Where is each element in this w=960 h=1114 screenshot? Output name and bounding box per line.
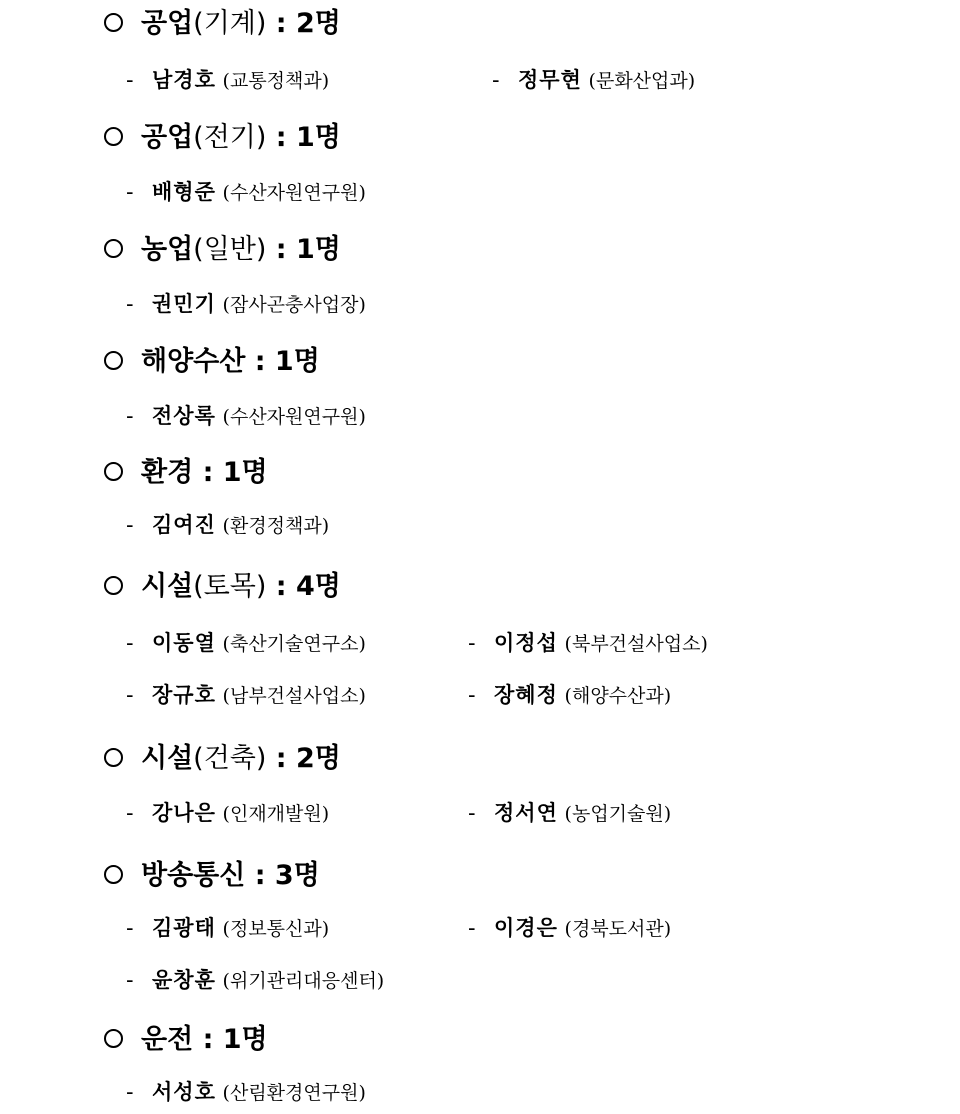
section-subtitle: (전기)	[193, 122, 267, 153]
person-dept: (수산자원연구원)	[222, 182, 366, 204]
circle-bullet-icon	[104, 239, 123, 258]
section-count: : 1명	[266, 234, 341, 265]
person-entry	[468, 623, 708, 663]
person-name: 윤창훈	[152, 967, 216, 992]
person-dept: (북부건설사업소)	[564, 633, 708, 655]
section-heading	[104, 120, 924, 156]
dash: -	[126, 801, 134, 825]
circle-bullet-icon	[104, 748, 123, 767]
dash: -	[126, 292, 134, 316]
person-entry	[126, 960, 384, 1000]
person-name: 남경호	[152, 67, 216, 92]
section-subtitle: (기계)	[193, 8, 267, 39]
person-dept: (산림환경연구원)	[222, 1082, 366, 1104]
section-industry-electric	[104, 120, 924, 212]
section-title: 운전	[141, 1024, 194, 1055]
dash: -	[126, 513, 134, 537]
section-broadcast-comm	[104, 858, 924, 1000]
section-agriculture	[104, 232, 924, 324]
person-name: 서성호	[152, 1079, 216, 1104]
person-name: 정서연	[494, 800, 558, 825]
section-heading	[104, 858, 924, 894]
section-subtitle: (일반)	[193, 234, 267, 265]
section-subtitle: (토목)	[193, 571, 267, 602]
section-heading	[104, 232, 924, 268]
section-title: 공업	[141, 122, 194, 153]
person-entry	[468, 793, 671, 833]
section-title: 해양수산	[141, 346, 246, 377]
dash: -	[126, 404, 134, 428]
dash: -	[468, 631, 476, 655]
person-dept: (교통정책과)	[222, 70, 330, 92]
dash: -	[126, 68, 134, 92]
section-count: : 1명	[193, 457, 268, 488]
section-count: : 2명	[266, 743, 341, 774]
person-entry	[126, 505, 329, 545]
dash: -	[468, 683, 476, 707]
dash: -	[126, 180, 134, 204]
person-row	[104, 172, 924, 212]
section-industry-machinery	[104, 6, 924, 100]
person-row	[104, 960, 924, 1000]
person-name: 배형준	[152, 179, 216, 204]
section-title: 시설	[141, 571, 194, 602]
person-dept: (수산자원연구원)	[222, 406, 366, 428]
dash: -	[126, 683, 134, 707]
section-count: : 2명	[266, 8, 341, 39]
section-title: 환경	[141, 457, 194, 488]
person-entry	[126, 675, 366, 715]
person-dept: (정보통신과)	[222, 918, 330, 940]
section-heading	[104, 6, 924, 42]
person-row	[104, 675, 924, 715]
person-dept: (해양수산과)	[564, 685, 672, 707]
person-entry	[126, 396, 366, 436]
person-dept: (인재개발원)	[222, 803, 330, 825]
person-name: 이동열	[152, 630, 216, 655]
section-heading	[104, 569, 924, 605]
person-name: 김광태	[152, 915, 216, 940]
person-row	[104, 1072, 924, 1112]
section-count: : 1명	[266, 122, 341, 153]
person-entry	[126, 908, 329, 948]
circle-bullet-icon	[104, 351, 123, 370]
section-environment	[104, 455, 924, 545]
section-marine-fisheries	[104, 344, 924, 436]
circle-bullet-icon	[104, 127, 123, 146]
person-entry	[492, 60, 695, 100]
person-name: 김여진	[152, 512, 216, 537]
circle-bullet-icon	[104, 865, 123, 884]
person-dept: (경북도서관)	[564, 918, 672, 940]
person-dept: (환경정책과)	[222, 515, 330, 537]
person-dept: (남부건설사업소)	[222, 685, 366, 707]
person-name: 장혜정	[494, 682, 558, 707]
section-facility-architecture	[104, 741, 924, 833]
person-dept: (잠사곤충사업장)	[222, 294, 366, 316]
dash: -	[468, 916, 476, 940]
person-entry	[126, 1072, 366, 1112]
circle-bullet-icon	[104, 576, 123, 595]
section-title: 공업	[141, 8, 194, 39]
person-dept: (농업기술원)	[564, 803, 672, 825]
section-count: : 1명	[193, 1024, 268, 1055]
person-name: 정무현	[518, 67, 582, 92]
person-row	[104, 60, 924, 100]
section-title: 방송통신	[141, 860, 246, 891]
person-row	[104, 396, 924, 436]
section-heading	[104, 1022, 924, 1058]
section-count: : 4명	[266, 571, 341, 602]
section-heading	[104, 741, 924, 777]
dash: -	[492, 68, 500, 92]
section-heading	[104, 455, 924, 491]
person-name: 장규호	[152, 682, 216, 707]
section-subtitle: (건축)	[193, 743, 267, 774]
person-entry	[126, 793, 329, 833]
person-entry	[468, 908, 671, 948]
section-count: : 1명	[245, 346, 320, 377]
dash: -	[126, 916, 134, 940]
dash: -	[126, 631, 134, 655]
person-entry	[126, 623, 366, 663]
person-row	[104, 623, 924, 663]
person-entry	[126, 284, 366, 324]
person-row	[104, 793, 924, 833]
section-driving	[104, 1022, 924, 1112]
circle-bullet-icon	[104, 1029, 123, 1048]
dash: -	[126, 968, 134, 992]
person-entry	[126, 60, 329, 100]
person-row	[104, 284, 924, 324]
dash: -	[126, 1080, 134, 1104]
circle-bullet-icon	[104, 13, 123, 32]
person-name: 이경은	[494, 915, 558, 940]
person-entry	[468, 675, 671, 715]
person-name: 강나은	[152, 800, 216, 825]
person-row	[104, 908, 924, 948]
section-title: 시설	[141, 743, 194, 774]
person-dept: (축산기술연구소)	[222, 633, 366, 655]
section-title: 농업	[141, 234, 194, 265]
person-dept: (위기관리대응센터)	[222, 970, 385, 992]
person-name: 전상록	[152, 403, 216, 428]
person-dept: (문화산업과)	[588, 70, 696, 92]
person-entry	[126, 172, 366, 212]
person-name: 이정섭	[494, 630, 558, 655]
section-count: : 3명	[245, 860, 320, 891]
person-name: 권민기	[152, 291, 216, 316]
section-facility-civil	[104, 569, 924, 715]
person-row	[104, 505, 924, 545]
dash: -	[468, 801, 476, 825]
circle-bullet-icon	[104, 462, 123, 481]
section-heading	[104, 344, 924, 380]
